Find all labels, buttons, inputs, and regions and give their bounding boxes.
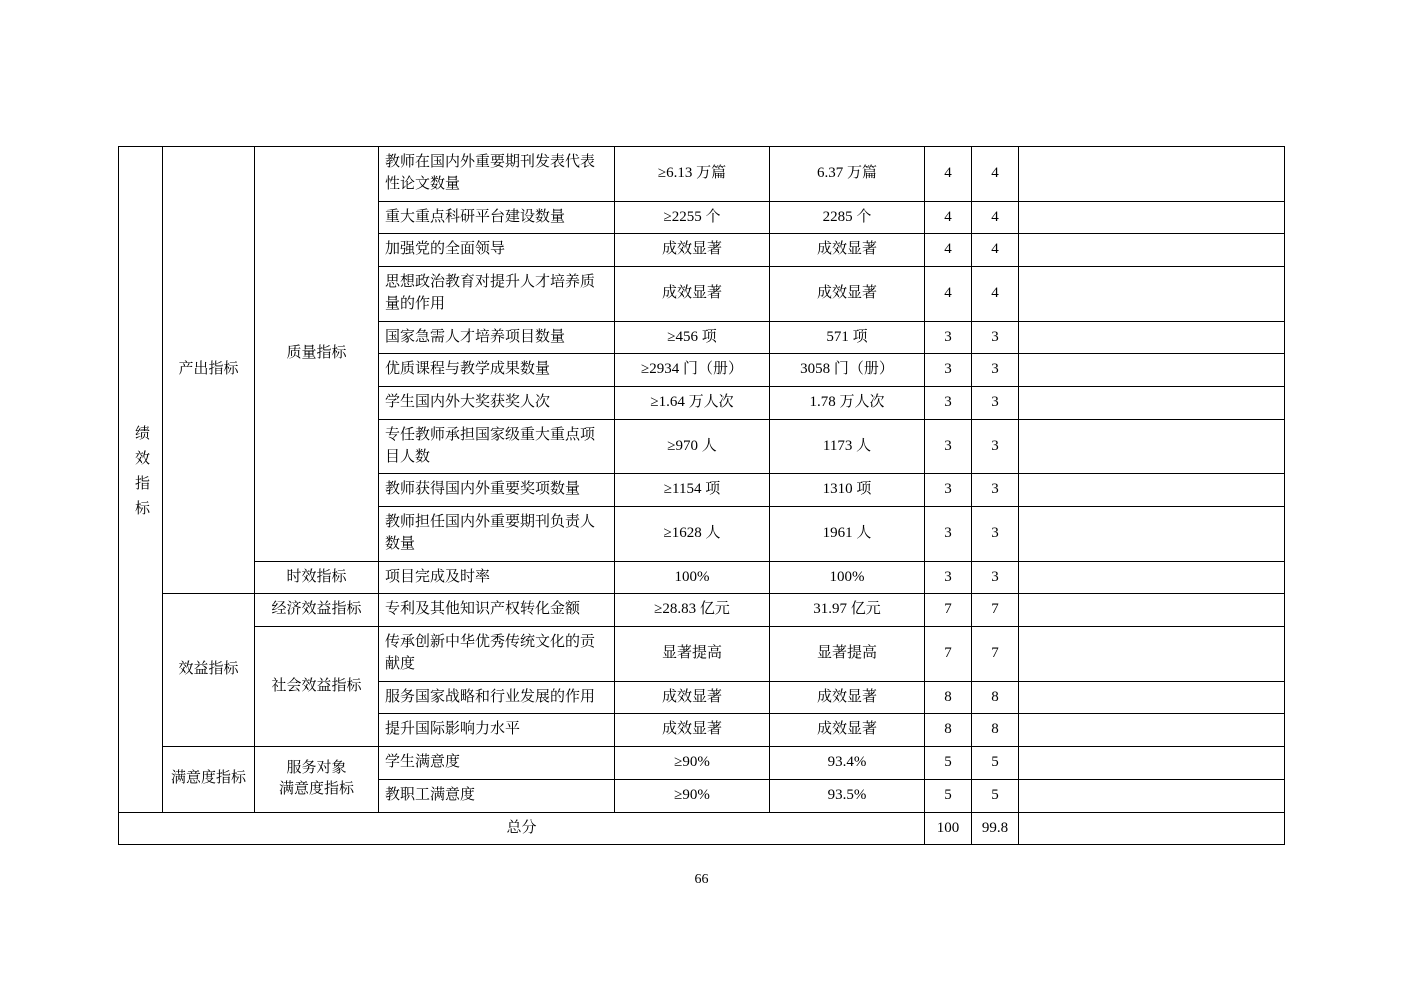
indicator-score: 4 <box>925 267 972 322</box>
indicator-note <box>1019 201 1285 234</box>
indicator-actual: 成效显著 <box>770 267 925 322</box>
indicator-score: 4 <box>925 234 972 267</box>
performance-table-container <box>118 146 1284 845</box>
indicator-actual: 成效显著 <box>770 681 925 714</box>
indicator-target: ≥2255 个 <box>615 201 770 234</box>
vertical-header-label: 绩效指标 <box>133 425 149 526</box>
indicator-got: 3 <box>972 419 1019 474</box>
indicator-got: 8 <box>972 714 1019 747</box>
indicator-actual: 93.5% <box>770 779 925 812</box>
indicator-target: 成效显著 <box>615 681 770 714</box>
subgroup-label-timeliness: 时效指标 <box>255 561 379 594</box>
table-row <box>119 594 1285 627</box>
table-row-total <box>119 812 1285 845</box>
indicator-note <box>1019 561 1285 594</box>
indicator-actual: 1961 人 <box>770 507 925 562</box>
indicator-actual: 31.97 亿元 <box>770 594 925 627</box>
indicator-actual: 1310 项 <box>770 474 925 507</box>
indicator-got: 4 <box>972 147 1019 202</box>
indicator-got: 8 <box>972 681 1019 714</box>
indicator-got: 4 <box>972 234 1019 267</box>
indicator-actual: 571 项 <box>770 321 925 354</box>
indicator-actual: 1.78 万人次 <box>770 387 925 420</box>
indicator-note <box>1019 354 1285 387</box>
indicator-score: 5 <box>925 747 972 780</box>
indicator-score: 3 <box>925 507 972 562</box>
indicator-score: 8 <box>925 681 972 714</box>
indicator-note <box>1019 747 1285 780</box>
table-row <box>119 747 1285 780</box>
table-row <box>119 627 1285 682</box>
indicator-note <box>1019 267 1285 322</box>
indicator-target: ≥90% <box>615 747 770 780</box>
indicator-name: 专利及其他知识产权转化金额 <box>379 594 615 627</box>
subgroup-label-economic-benefit: 经济效益指标 <box>255 594 379 627</box>
group-label-satisfaction: 满意度指标 <box>163 747 255 813</box>
indicator-got: 3 <box>972 474 1019 507</box>
indicator-name: 教师获得国内外重要奖项数量 <box>379 474 615 507</box>
table-row <box>119 147 1285 202</box>
indicator-got: 5 <box>972 747 1019 780</box>
page-number: 66 <box>694 872 709 887</box>
indicator-note <box>1019 779 1285 812</box>
subgroup-label-line2: 满意度指标 <box>278 781 354 798</box>
indicator-actual: 成效显著 <box>770 714 925 747</box>
indicator-name: 服务国家战略和行业发展的作用 <box>379 681 615 714</box>
indicator-score: 4 <box>925 201 972 234</box>
total-score: 100 <box>925 812 972 845</box>
indicator-score: 7 <box>925 627 972 682</box>
indicator-target: ≥90% <box>615 779 770 812</box>
indicator-target: ≥1.64 万人次 <box>615 387 770 420</box>
indicator-name: 传承创新中华优秀传统文化的贡献度 <box>379 627 615 682</box>
indicator-name: 学生国内外大奖获奖人次 <box>379 387 615 420</box>
indicator-target: ≥1154 项 <box>615 474 770 507</box>
total-note <box>1019 812 1285 845</box>
indicator-note <box>1019 321 1285 354</box>
indicator-target: 成效显著 <box>615 714 770 747</box>
indicator-score: 7 <box>925 594 972 627</box>
indicator-target: ≥2934 门（册） <box>615 354 770 387</box>
indicator-note <box>1019 474 1285 507</box>
indicator-note <box>1019 594 1285 627</box>
indicator-actual: 显著提高 <box>770 627 925 682</box>
indicator-actual: 93.4% <box>770 747 925 780</box>
indicator-note <box>1019 714 1285 747</box>
indicator-score: 3 <box>925 387 972 420</box>
indicator-name: 国家急需人才培养项目数量 <box>379 321 615 354</box>
indicator-actual: 成效显著 <box>770 234 925 267</box>
indicator-note <box>1019 507 1285 562</box>
total-got: 99.8 <box>972 812 1019 845</box>
indicator-got: 7 <box>972 594 1019 627</box>
subgroup-label-line1: 服务对象 <box>286 759 347 776</box>
indicator-name: 教职工满意度 <box>379 779 615 812</box>
indicator-actual: 6.37 万篇 <box>770 147 925 202</box>
indicator-got: 3 <box>972 354 1019 387</box>
indicator-got: 4 <box>972 201 1019 234</box>
indicator-name: 思想政治教育对提升人才培养质量的作用 <box>379 267 615 322</box>
indicator-actual: 1173 人 <box>770 419 925 474</box>
indicator-actual: 3058 门（册） <box>770 354 925 387</box>
indicator-score: 3 <box>925 321 972 354</box>
indicator-score: 4 <box>925 147 972 202</box>
indicator-actual: 100% <box>770 561 925 594</box>
indicator-got: 3 <box>972 561 1019 594</box>
indicator-got: 3 <box>972 507 1019 562</box>
indicator-got: 7 <box>972 627 1019 682</box>
indicator-target: 100% <box>615 561 770 594</box>
indicator-score: 3 <box>925 419 972 474</box>
indicator-score: 3 <box>925 561 972 594</box>
indicator-name: 专任教师承担国家级重大重点项目人数 <box>379 419 615 474</box>
indicator-name: 提升国际影响力水平 <box>379 714 615 747</box>
indicator-note <box>1019 147 1285 202</box>
vertical-header-performance <box>119 147 163 813</box>
indicator-name: 教师在国内外重要期刊发表代表性论文数量 <box>379 147 615 202</box>
indicator-target: 成效显著 <box>615 267 770 322</box>
performance-indicator-table <box>118 146 1285 845</box>
indicator-target: ≥1628 人 <box>615 507 770 562</box>
indicator-target: 显著提高 <box>615 627 770 682</box>
indicator-score: 3 <box>925 354 972 387</box>
indicator-note <box>1019 419 1285 474</box>
indicator-name: 加强党的全面领导 <box>379 234 615 267</box>
indicator-name: 重大重点科研平台建设数量 <box>379 201 615 234</box>
indicator-note <box>1019 234 1285 267</box>
indicator-target: ≥6.13 万篇 <box>615 147 770 202</box>
indicator-got: 5 <box>972 779 1019 812</box>
indicator-got: 3 <box>972 321 1019 354</box>
indicator-score: 5 <box>925 779 972 812</box>
indicator-name: 项目完成及时率 <box>379 561 615 594</box>
indicator-target: ≥970 人 <box>615 419 770 474</box>
indicator-got: 4 <box>972 267 1019 322</box>
indicator-name: 优质课程与教学成果数量 <box>379 354 615 387</box>
indicator-note <box>1019 681 1285 714</box>
group-label-output: 产出指标 <box>163 147 255 594</box>
indicator-got: 3 <box>972 387 1019 420</box>
indicator-target: ≥28.83 亿元 <box>615 594 770 627</box>
indicator-name: 教师担任国内外重要期刊负责人数量 <box>379 507 615 562</box>
indicator-target: 成效显著 <box>615 234 770 267</box>
indicator-score: 3 <box>925 474 972 507</box>
group-label-benefit: 效益指标 <box>163 594 255 747</box>
indicator-actual: 2285 个 <box>770 201 925 234</box>
total-label: 总分 <box>119 812 925 845</box>
indicator-target: ≥456 项 <box>615 321 770 354</box>
indicator-name: 学生满意度 <box>379 747 615 780</box>
subgroup-label-social-benefit: 社会效益指标 <box>255 627 379 747</box>
indicator-note <box>1019 387 1285 420</box>
indicator-score: 8 <box>925 714 972 747</box>
subgroup-label-quality: 质量指标 <box>255 147 379 562</box>
indicator-note <box>1019 627 1285 682</box>
table-row <box>119 561 1285 594</box>
subgroup-label-service-satisfaction <box>255 747 379 813</box>
